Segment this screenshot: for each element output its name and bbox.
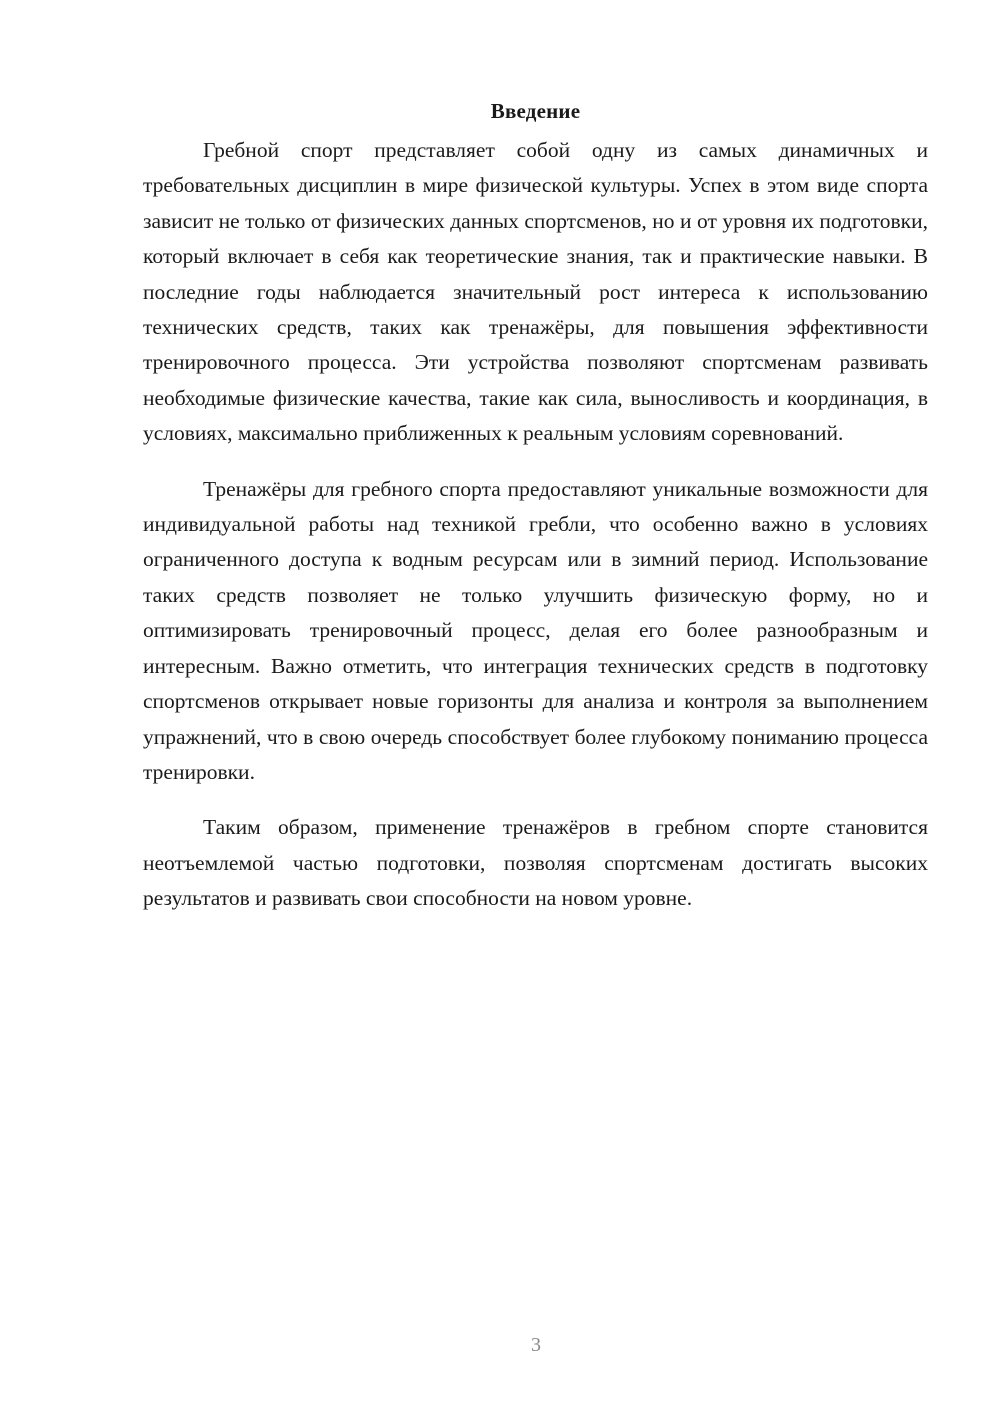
page-number: 3 — [531, 1334, 541, 1356]
section-title: Введение — [490, 99, 581, 123]
paragraph-3: Таким образом, применение тренажёров в гребном спорте становится неотъемлемой частью подготовки, позволяя спортсменам достигать высоких результатов и развивать свои способности на новом уровне. — [143, 815, 928, 911]
paragraph-1: Гребной спорт представляет собой одну из самых динамичных и требовательных дисциплин в мире физической культуры. Успех в этом виде спорта зависит не только от физических данных спортсменов, но и от уровня их подготовки, который включает в себя как теоретические знания, так и практические навыки. В последние годы наблюдается значительный рост интереса к использованию технических средств, таких как тренажёры, для повышения эффективности тренировочного процесса. Эти устройства позволяют спортсменам развивать необходимые физические качества, такие как сила, выносливость и координация, в условиях, максимально приближенных к реальным условиям соревнований. — [143, 138, 928, 446]
page-content — [143, 96, 928, 937]
paragraph-2: Тренажёры для гребного спорта предоставляют уникальные возможности для индивидуальной работы над техникой гребли, что особенно важно в условиях ограниченного доступа к водным ресурсам или в зимний период. Использование таких средств позволяет не только улучшить физическую форму, но и оптимизировать тренировочный процесс, делая его более разнообразным и интересным. Важно отметить, что интеграция технических средств в подготовку спортсменов открывает новые горизонты для анализа и контроля за выполнением упражнений, что в свою очередь способствует более глубокому пониманию процесса тренировки. — [143, 476, 928, 784]
